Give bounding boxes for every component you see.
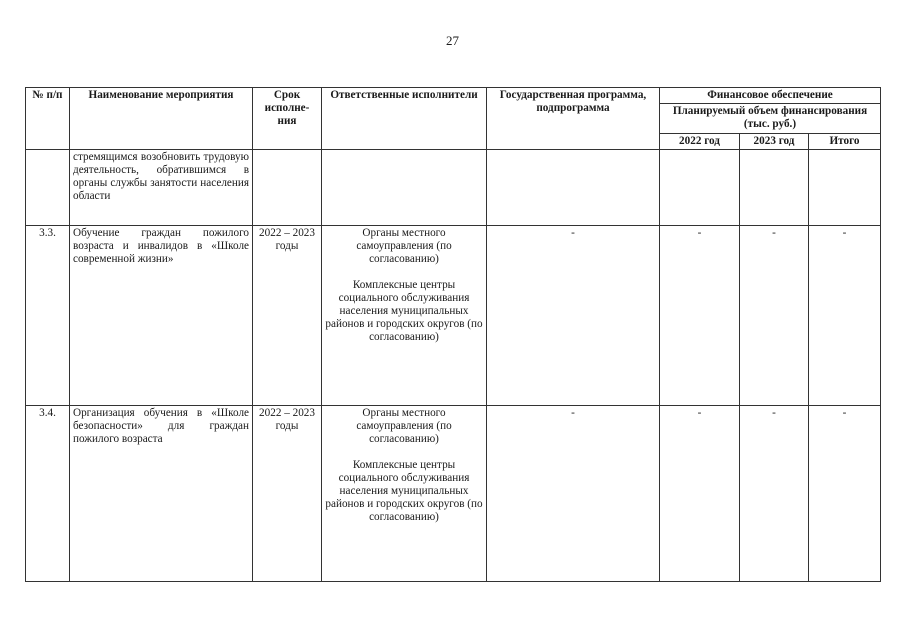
header-name: Наименование мероприятия — [70, 88, 253, 150]
header-finance: Финансовое обеспечение — [660, 88, 881, 104]
header-program: Государственная программа, подпрограмма — [487, 88, 660, 150]
row-name: Обучение граждан пожилого возраста и инвалидов в «Школе современной жизни» — [70, 226, 253, 406]
row-responsible — [322, 150, 487, 226]
row-num — [26, 150, 70, 226]
row-responsible — [322, 226, 487, 406]
row-program: - — [487, 406, 660, 582]
row-2023: - — [740, 226, 809, 406]
row-term: 2022 – 2023 годы — [253, 406, 322, 582]
header-num: № п/п — [26, 88, 70, 150]
row-term — [253, 150, 322, 226]
header-2022: 2022 год — [660, 134, 740, 150]
activities-table — [25, 87, 881, 582]
header-responsible: Ответственные исполнители — [322, 88, 487, 150]
row-total: - — [809, 406, 881, 582]
row-num: 3.3. — [26, 226, 70, 406]
row-program — [487, 150, 660, 226]
row-program: - — [487, 226, 660, 406]
row-2022: - — [660, 226, 740, 406]
responsible-social-centers: Комплексные центры социального обслуживания населения муниципальных районов и городских округов (по согласованию) — [325, 459, 483, 523]
responsible-social-centers: Комплексные центры социального обслуживания населения муниципальных районов и городских округов (по согласованию) — [325, 279, 483, 343]
row-name: стремящимся возобновить трудовую деятельность, обратившимся в органы службы занятости населения области — [70, 150, 253, 226]
header-term: Срок исполне-ния — [253, 88, 322, 150]
row-2022 — [660, 150, 740, 226]
row-name: Организация обучения в «Школе безопасности» для граждан пожилого возраста — [70, 406, 253, 582]
table-row — [26, 226, 881, 406]
row-2022: - — [660, 406, 740, 582]
table-row — [26, 150, 881, 226]
row-term: 2022 – 2023 годы — [253, 226, 322, 406]
header-total: Итого — [809, 134, 881, 150]
row-total: - — [809, 226, 881, 406]
responsible-local-government: Органы местного самоуправления (по согласованию) — [356, 407, 452, 445]
row-responsible — [322, 406, 487, 582]
page-number: 27 — [446, 33, 459, 48]
row-total — [809, 150, 881, 226]
header-2023: 2023 год — [740, 134, 809, 150]
row-2023: - — [740, 406, 809, 582]
row-2023 — [740, 150, 809, 226]
table-row — [26, 406, 881, 582]
responsible-local-government: Органы местного самоуправления (по согласованию) — [356, 227, 452, 265]
row-num: 3.4. — [26, 406, 70, 582]
header-planned: Планируемый объем финансирования (тыс. руб.) — [660, 104, 881, 134]
